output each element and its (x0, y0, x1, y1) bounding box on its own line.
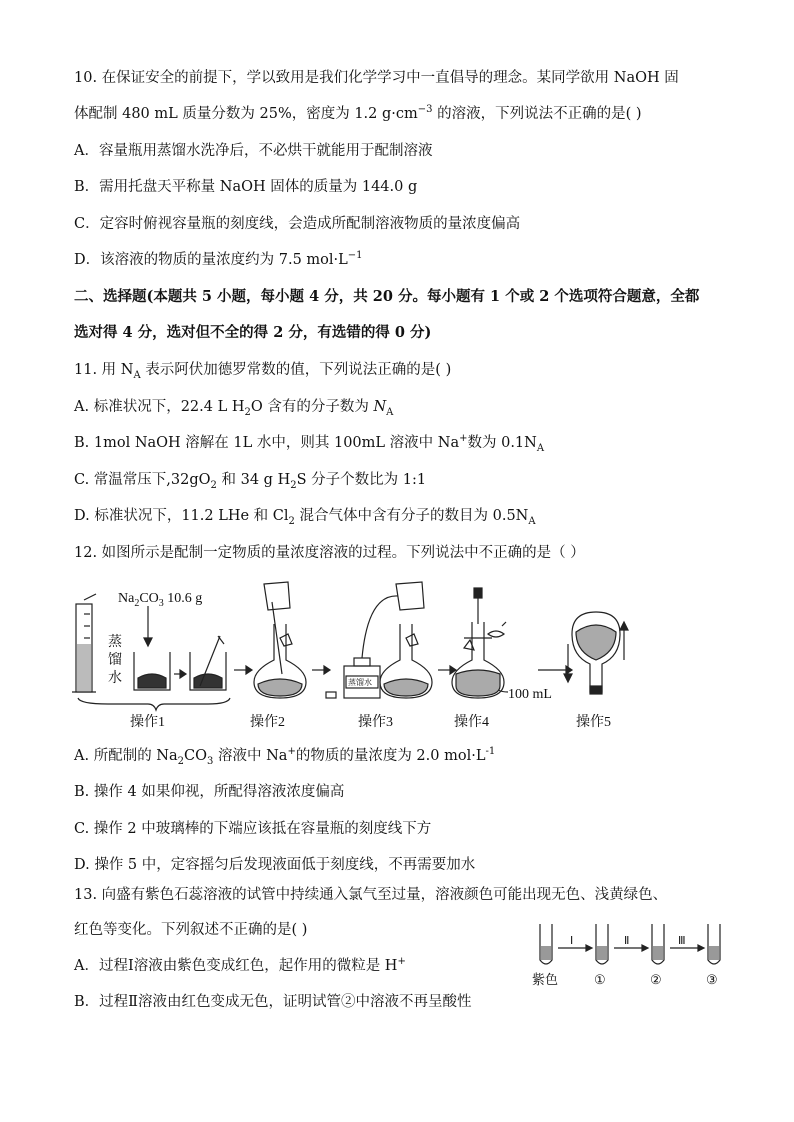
q10-option-a: A．容量瓶用蒸馏水洗净后，不必烘干就能用于配制溶液 (74, 143, 433, 159)
operation-4-label: 操作4 (454, 715, 489, 730)
test-tube-sequence-figure (528, 918, 728, 992)
q10-option-c: C．定容时俯视容量瓶的刻度线，会造成所配制溶液物质的量浓度偏高 (74, 216, 521, 232)
step-2-label: Ⅱ (624, 935, 630, 947)
q12-option-b: B. 操作 4 如果仰视，所配得溶液浓度偏高 (74, 784, 345, 800)
step-3-label: Ⅲ (678, 935, 686, 947)
q11-option-c: C. 常温常压下$,32gO_2$ 和 34 g $H_2S$ 分子个数比为 1:1 (74, 472, 427, 491)
beaker-stirring-icon (190, 636, 226, 690)
test-tube-icon (652, 924, 664, 964)
q12-stem: 12. 如图所示是配制一定物质的量浓度溶液的过程。下列说法中不正确的是（ ） (74, 545, 585, 561)
operation-3-label: 操作3 (358, 715, 393, 730)
q11-option-b: B. 1mol NaOH 溶解在 1L 水中，则其 100mL 溶液中 Na+数为 $0.1N_A$ (74, 433, 545, 454)
wash-bottle-label: 蒸馏水 (348, 678, 372, 687)
tube-2-label: ② (650, 972, 662, 987)
beaker-icon (134, 652, 170, 690)
volumetric-flask-icon (380, 582, 432, 698)
tube-1-label: ① (594, 972, 606, 987)
inverted-flask-icon (564, 612, 628, 694)
q11-option-a: A. 标准状况下，22.4 L $H_2O$ 含有的分子数为 $N_A$ (74, 399, 394, 418)
test-tube-icon (540, 924, 552, 964)
q10-option-b: B．需用托盘天平称量 NaOH 固体的质量为 144.0 g (74, 179, 418, 195)
q12-option-d: D. 操作 5 中，定容摇匀后发现液面低于刻度线，不再需要加水 (74, 857, 476, 873)
section2-heading-line2: 选对得 4 分，选对但不全的得 2 分，有选错的得 0 分) (74, 324, 432, 341)
water-label-2: 馏 (108, 653, 122, 668)
section2-heading-line1: 二、选择题(本题共 5 小题，每小题 4 分，共 20 分。每小题有 1 个或 2 个选项符合题意，全都 (74, 288, 700, 305)
q12-option-a: A. 所配制的 $Na_2CO_3$ 溶液中 Na+的物质的量浓度为 2.0 $mol\cdot L^{-1}$ (74, 746, 496, 767)
q13-option-a: A．过程Ⅰ溶液由紫色变成红色，起作用的微粒是 H+ (74, 956, 406, 974)
q13-stem-line1: 13. 向盛有紫色石蕊溶液的试管中持续通入氯气至过量，溶液颜色可能出现无色、浅黄绿色、 (74, 887, 668, 903)
step-1-label: Ⅰ (570, 935, 574, 947)
volumetric-flask-icon (452, 588, 508, 698)
q13-stem-line2: 红色等变化。下列叙述不正确的是( ) (74, 922, 308, 938)
operation-1-label: 操作1 (130, 715, 165, 730)
volumetric-flask-icon (254, 582, 306, 698)
q11-stem: 11. 用 $N_A$ 表示阿伏加德罗常数的值，下列说法正确的是( ) (74, 362, 452, 381)
water-label-1: 蒸 (108, 635, 122, 650)
q10-stem-line2: 体配制 480 mL 质量分数为 25%，密度为 1.2 $g\cdot cm^{-3}$ 的溶液，下列说法不正确的是( ) (74, 104, 642, 122)
test-tube-icon (708, 924, 720, 964)
operation-2-label: 操作2 (250, 715, 285, 730)
purple-label: 紫色 (532, 972, 559, 987)
test-tube-icon (596, 924, 608, 964)
volume-label: 100 mL (508, 687, 552, 702)
q10-option-d: D．该溶液的物质的量浓度约为 7.5 $mol\cdot L^{-1}$ (74, 250, 363, 268)
operation-5-label: 操作5 (576, 715, 611, 730)
water-label-3: 水 (108, 671, 122, 686)
solution-preparation-figure (68, 574, 668, 734)
q11-option-d: D. 标准状况下，11.2 LHe 和 $Cl_2$ 混合气体中含有分子的数目为 $0.5N_A$ (74, 508, 536, 527)
q10-stem-line1: 10. 在保证安全的前提下，学以致用是我们化学学习中一直倡导的理念。某同学欲用 NaOH 固 (74, 70, 679, 86)
q12-option-c: C. 操作 2 中玻璃棒的下端应该抵在容量瓶的刻度线下方 (74, 821, 432, 837)
q13-option-b: B．过程Ⅱ溶液由红色变成无色，证明试管②中溶液不再呈酸性 (74, 994, 472, 1010)
graduated-cylinder-icon (72, 594, 96, 692)
reagent-label: $Na_2CO_3$ 10.6 g (118, 591, 203, 609)
tube-3-label: ③ (706, 972, 718, 987)
